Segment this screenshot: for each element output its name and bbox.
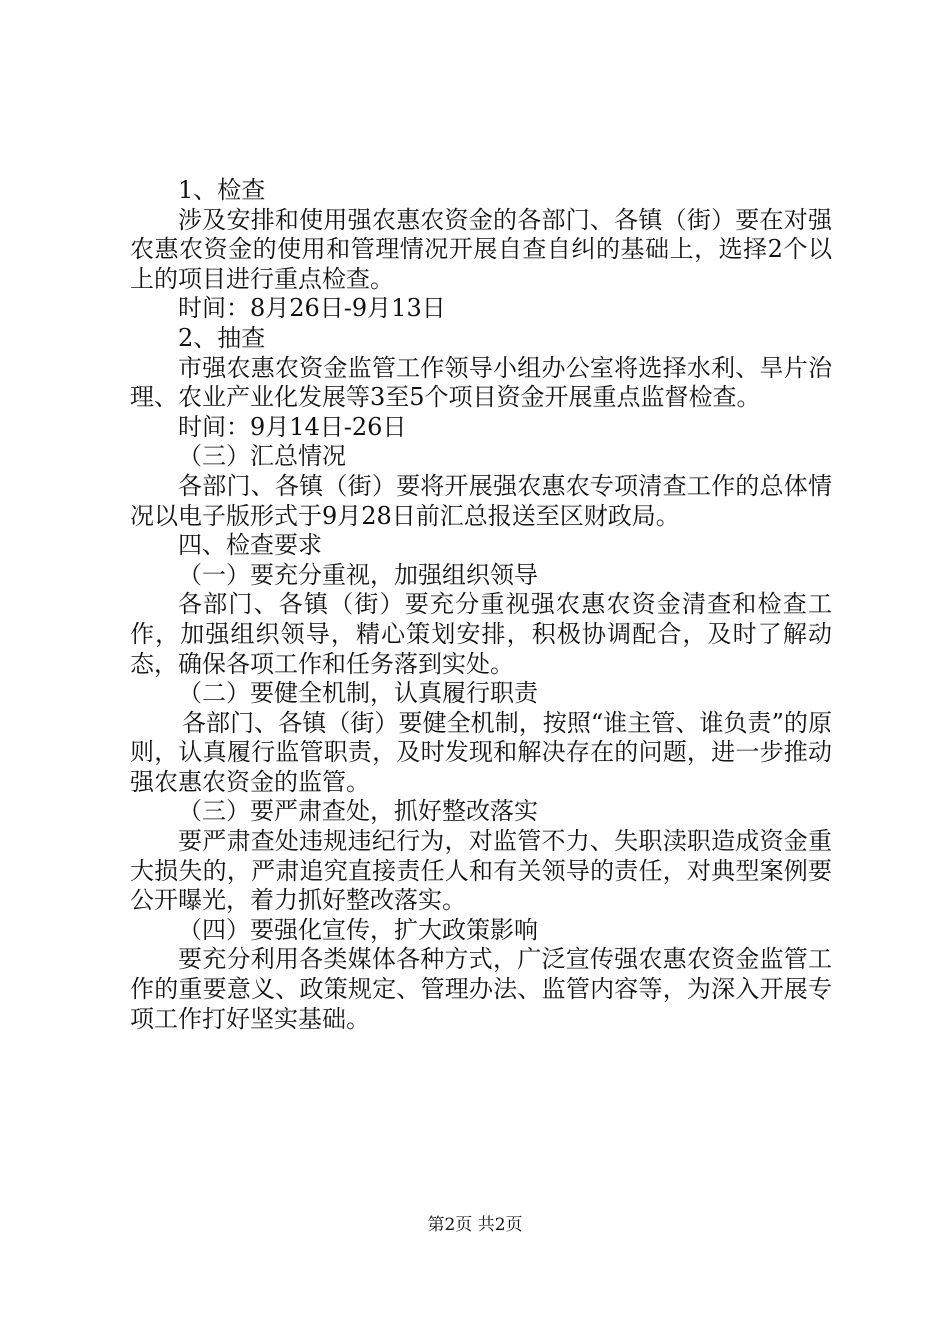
paragraph-check-body: 涉及安排和使用强农惠农资金的各部门、各镇（街）要在对强农惠农资金的使用和管理情况开展自查自纠的基础上，选择2个以上的项目进行重点检查。 xyxy=(130,205,832,293)
section-heading-summary: （三）汇总情况 xyxy=(178,442,346,471)
paragraph-requirement-4: 要充分利用各类媒体各种方式，广泛宣传强农惠农资金监管工作的重要意义、政策规定、管理办法、监管内容等，为深入开展专项工作打好坚实基础。 xyxy=(130,945,832,1033)
document-body xyxy=(130,176,832,1034)
paragraph-spot-check-body: 市强农惠农资金监管工作领导小组办公室将选择水利、旱片治理、农业产业化发展等3至5个项目资金开展重点监督检查。 xyxy=(130,353,832,412)
subheading-requirement-2: （二）要健全机制，认真履行职责 xyxy=(178,679,538,708)
paragraph-requirement-2: 各部门、各镇（街）要健全机制，按照“谁主管、谁负责”的原则，认真履行监管职责，及时发现和解决存在的问题，进一步推动强农惠农资金的监管。 xyxy=(130,708,832,796)
paragraph-spot-check-time: 时间：9月14日-26日 xyxy=(178,412,407,441)
subheading-requirement-3: （三）要严肃查处，抓好整改落实 xyxy=(178,797,538,826)
paragraph-requirement-3: 要严肃查处违规违纪行为，对监管不力、失职渎职造成资金重大损失的，严肃追究直接责任人和有关领导的责任，对典型案例要公开曝光，着力抓好整改落实。 xyxy=(130,827,832,915)
page-footer: 第2页 共2页 xyxy=(427,1215,523,1235)
section-heading-check: 1、检查 xyxy=(178,176,266,204)
subheading-requirement-1: （一）要充分重视，加强组织领导 xyxy=(178,560,538,589)
section-heading-requirements: 四、检查要求 xyxy=(178,531,322,560)
subheading-requirement-4: （四）要强化宣传，扩大政策影响 xyxy=(178,915,538,944)
paragraph-requirement-1: 各部门、各镇（街）要充分重视强农惠农资金清查和检查工作，加强组织领导，精心策划安排，积极协调配合，及时了解动态，确保各项工作和任务落到实处。 xyxy=(130,590,832,678)
paragraph-check-time: 时间：8月26日-9月13日 xyxy=(178,294,446,323)
paragraph-summary-body: 各部门、各镇（街）要将开展强农惠农专项清查工作的总体情况以电子版形式于9月28日前汇总报送至区财政局。 xyxy=(130,471,832,530)
section-heading-spot-check: 2、抽查 xyxy=(178,323,266,352)
